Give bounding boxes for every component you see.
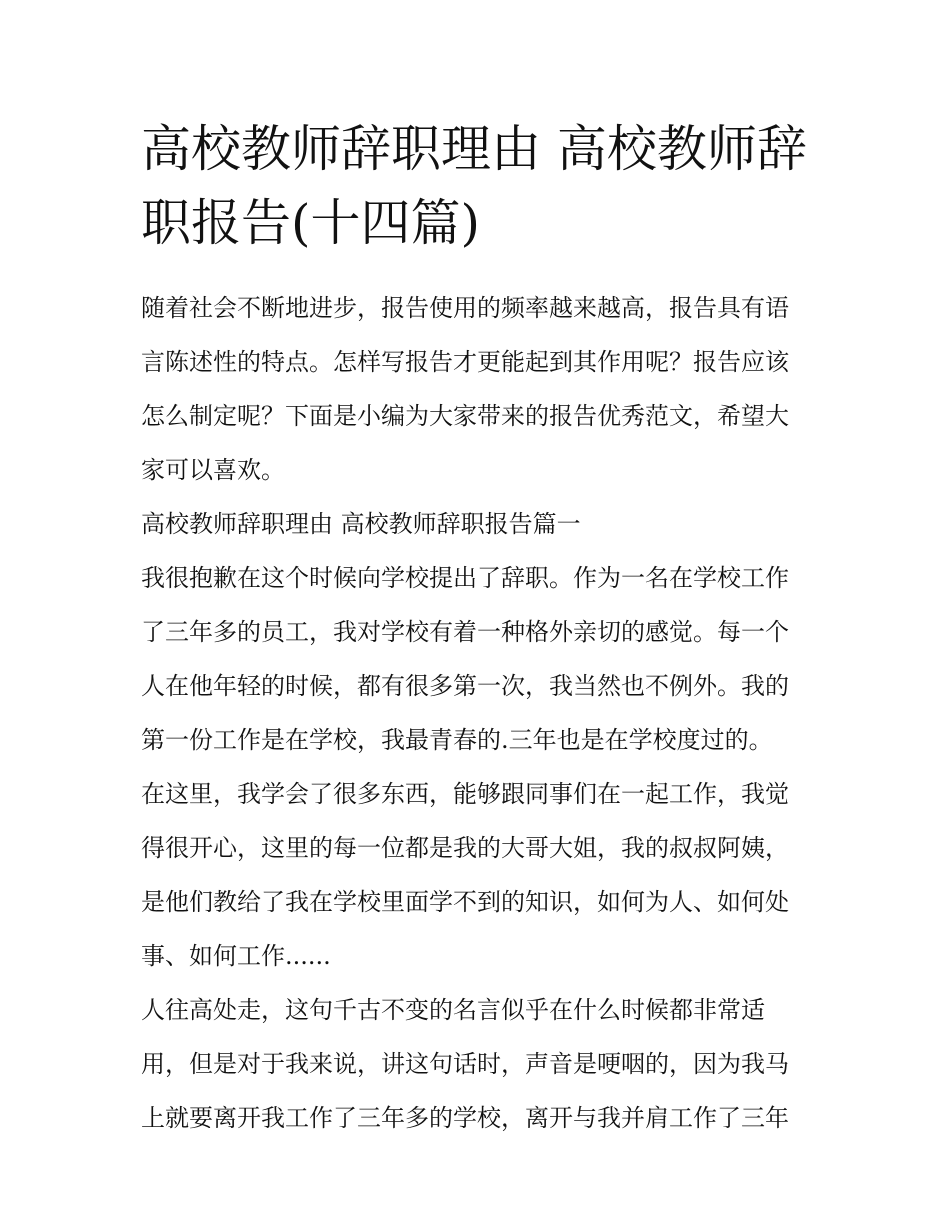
section-heading: 高校教师辞职理由 高校教师辞职报告篇一 xyxy=(141,510,581,538)
body-paragraph: 人往高处走，这句千古不变的名言似乎在什么时候都非常适用，但是对于我来说，讲这句话时，声音是哽咽的，因为我马上就要离开我工作了三年多的学校，离开与我并肩工作了三年 xyxy=(141,996,789,1132)
body-paragraph: 我很抱歉在这个时候向学校提出了辞职。作为一名在学校工作了三年多的员工，我对学校有着一种格外亲切的感觉。每一个人在他年轻的时候，都有很多第一次，我当然也不例外。我的第一份工作是在学校，我最青春的.三年也是在学校度过的。 xyxy=(141,564,789,754)
document-title: 高校教师辞职理由 高校教师辞职报告(十四篇) xyxy=(141,120,807,252)
body-paragraph: 在这里，我学会了很多东西，能够跟同事们在一起工作，我觉得很开心，这里的每一位都是我的大哥大姐，我的叔叔阿姨，是他们教给了我在学校里面学不到的知识，如何为人、如何处事、如何工作...... xyxy=(141,780,789,970)
intro-paragraph: 随着社会不断地进步，报告使用的频率越来越高，报告具有语言陈述性的特点。怎样写报告才更能起到其作用呢？报告应该怎么制定呢？下面是小编为大家带来的报告优秀范文，希望大家可以喜欢。 xyxy=(141,294,789,484)
document-body xyxy=(141,112,811,1145)
